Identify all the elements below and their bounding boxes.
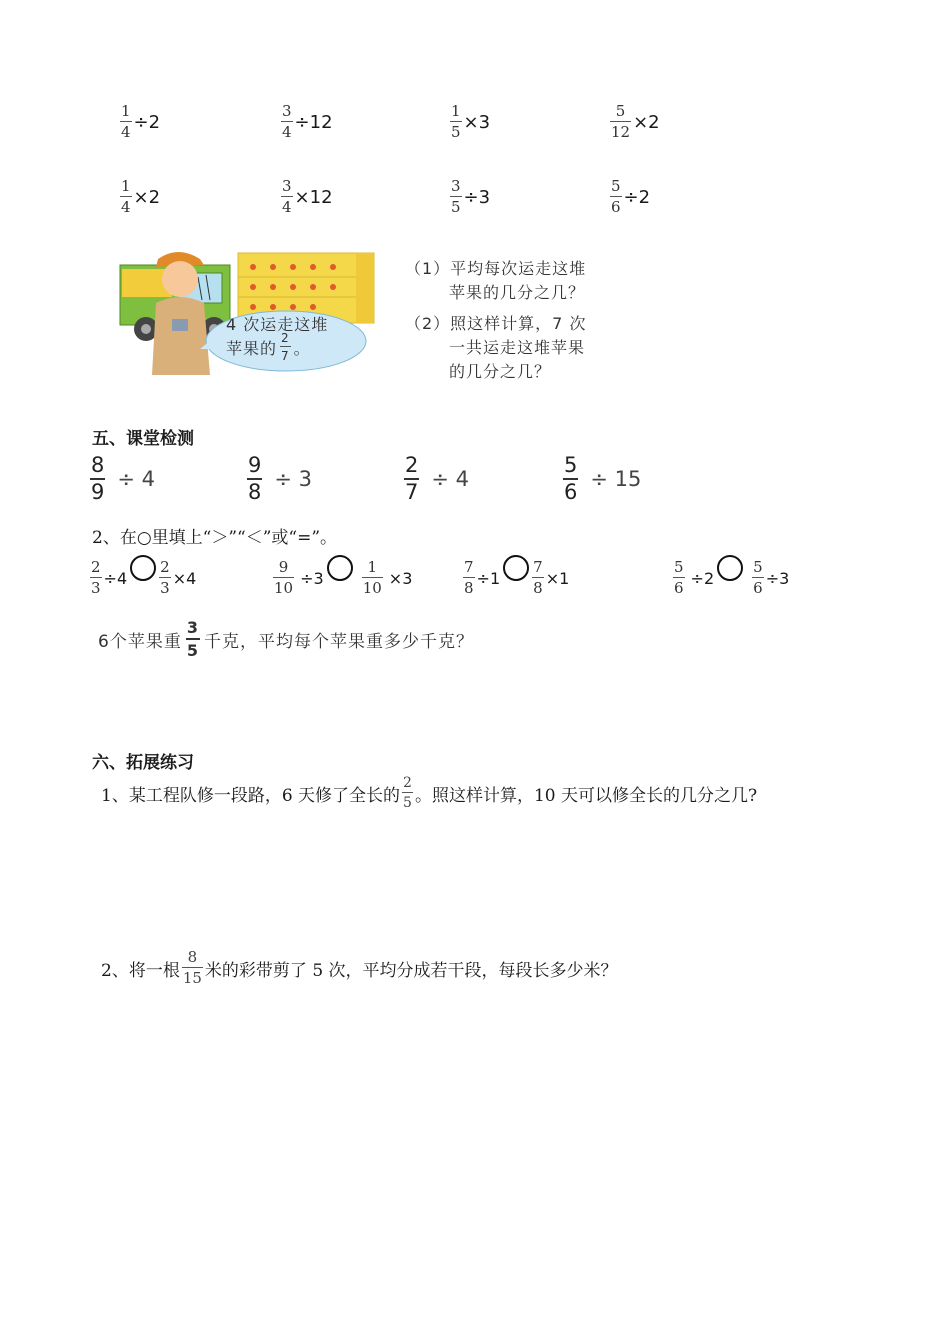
operator: ÷1	[476, 568, 501, 588]
section-6-heading: 六、拓展练习	[92, 753, 194, 773]
operator: ÷2	[133, 111, 161, 133]
problem-text: 千克，平均每个苹果重多少千克？	[203, 632, 474, 652]
operator: ÷2	[623, 186, 651, 208]
operator: ×3	[463, 111, 491, 133]
fraction: $\frac{2}{7}$	[405, 453, 419, 504]
answer-circle[interactable]	[130, 555, 156, 581]
fraction: $\frac{3}{4}$	[282, 177, 292, 216]
operator: ×12	[294, 186, 333, 208]
fraction: $\frac{8}{15}$	[182, 948, 202, 987]
fraction: $\frac{3}{5}$	[186, 618, 199, 660]
fraction: $\frac{5}{6}$	[564, 453, 578, 504]
operator: ÷ 4	[431, 467, 470, 491]
operator: ÷3	[463, 186, 491, 208]
exercise-item	[120, 104, 160, 140]
fraction: $\frac{5}{12}$	[611, 102, 631, 141]
extension-question-2	[101, 950, 618, 986]
fraction: $\frac{1}{4}$	[121, 177, 131, 216]
section-5-heading: 五、课堂检测	[92, 429, 194, 449]
compare-question-text: 2、在○里填上“＞”“＜”或“=”。	[92, 528, 338, 548]
exercise-item	[247, 455, 312, 503]
fraction: $\frac{9}{8}$	[248, 453, 262, 504]
exercise-item	[281, 104, 333, 140]
speech-bubble-line1: 4 次运走这堆	[226, 315, 329, 334]
operator: ×1	[545, 568, 570, 588]
compare-item	[273, 560, 412, 596]
illustration-question-1-line1: （1）平均每次运走这堆	[405, 259, 587, 278]
exercise-item	[610, 179, 650, 215]
compare-item	[90, 560, 196, 596]
apple-word-problem	[98, 620, 474, 659]
compare-item	[673, 560, 789, 596]
question-text: 。照这样计算，10 天可以修全长的几分之几?	[414, 785, 758, 806]
exercise-item	[281, 179, 333, 215]
compare-item	[463, 560, 569, 596]
bubble-fraction: $\frac{2}{7}$	[281, 331, 290, 363]
fraction: $\frac{3}{4}$	[282, 102, 292, 141]
fraction: $\frac{5}{6}$	[674, 558, 684, 597]
fraction: $\frac{2}{5}$	[403, 775, 412, 811]
fraction: $\frac{5}{6}$	[753, 558, 763, 597]
exercise-item	[90, 455, 155, 503]
operator: ÷ 15	[590, 467, 642, 491]
operator: ×4	[172, 568, 197, 588]
fraction: $\frac{1}{10}$	[362, 558, 382, 597]
fraction: $\frac{3}{5}$	[451, 177, 461, 216]
operator: ×2	[633, 111, 660, 133]
problem-text: 6个苹果重	[98, 632, 182, 652]
exercise-item	[450, 104, 490, 140]
illustration-question-2-line2: 一共运走这堆苹果	[449, 338, 586, 357]
operator: ÷ 4	[117, 467, 156, 491]
operator: ÷2	[690, 568, 715, 588]
illustration-question-2-line3: 的几分之几？	[449, 362, 552, 381]
fraction: $\frac{7}{8}$	[464, 558, 474, 597]
operator: ×3	[388, 568, 413, 588]
fraction: $\frac{5}{6}$	[611, 177, 621, 216]
operator: ÷3	[300, 568, 324, 588]
answer-circle[interactable]	[503, 555, 529, 581]
fraction: $\frac{7}{8}$	[533, 558, 543, 597]
fraction: $\frac{2}{3}$	[160, 558, 170, 597]
fraction: $\frac{1}{5}$	[451, 102, 461, 141]
operator: ÷3	[765, 568, 790, 588]
fraction: $\frac{8}{9}$	[91, 453, 105, 504]
operator: ×2	[133, 186, 161, 208]
bubble-text: 苹果的	[226, 338, 278, 358]
exercise-item	[404, 455, 469, 503]
answer-circle[interactable]	[327, 555, 353, 581]
extension-question-1	[101, 776, 757, 810]
fraction: $\frac{2}{3}$	[91, 558, 101, 597]
illustration-question-2-line1: （2）照这样计算，7 次	[405, 314, 587, 333]
question-text: 2、将一根	[101, 960, 180, 981]
fraction: $\frac{1}{4}$	[121, 102, 131, 141]
operator: ÷12	[294, 111, 333, 133]
bubble-text: 。	[293, 338, 311, 358]
speech-bubble-line2	[226, 332, 311, 362]
question-text: 米的彩带剪了 5 次，平均分成若干段，每段长多少米？	[204, 960, 618, 981]
operator: ÷ 3	[274, 467, 313, 491]
answer-circle[interactable]	[717, 555, 743, 581]
operator: ÷4	[103, 568, 128, 588]
exercise-item	[450, 179, 490, 215]
exercise-item	[610, 104, 660, 140]
illustration-question-1-line2: 苹果的几分之几？	[449, 283, 586, 302]
exercise-item	[120, 179, 160, 215]
question-text: 1、某工程队修一段路，6 天修了全长的	[101, 785, 401, 806]
exercise-item	[563, 455, 641, 503]
fraction: $\frac{9}{10}$	[274, 558, 294, 597]
